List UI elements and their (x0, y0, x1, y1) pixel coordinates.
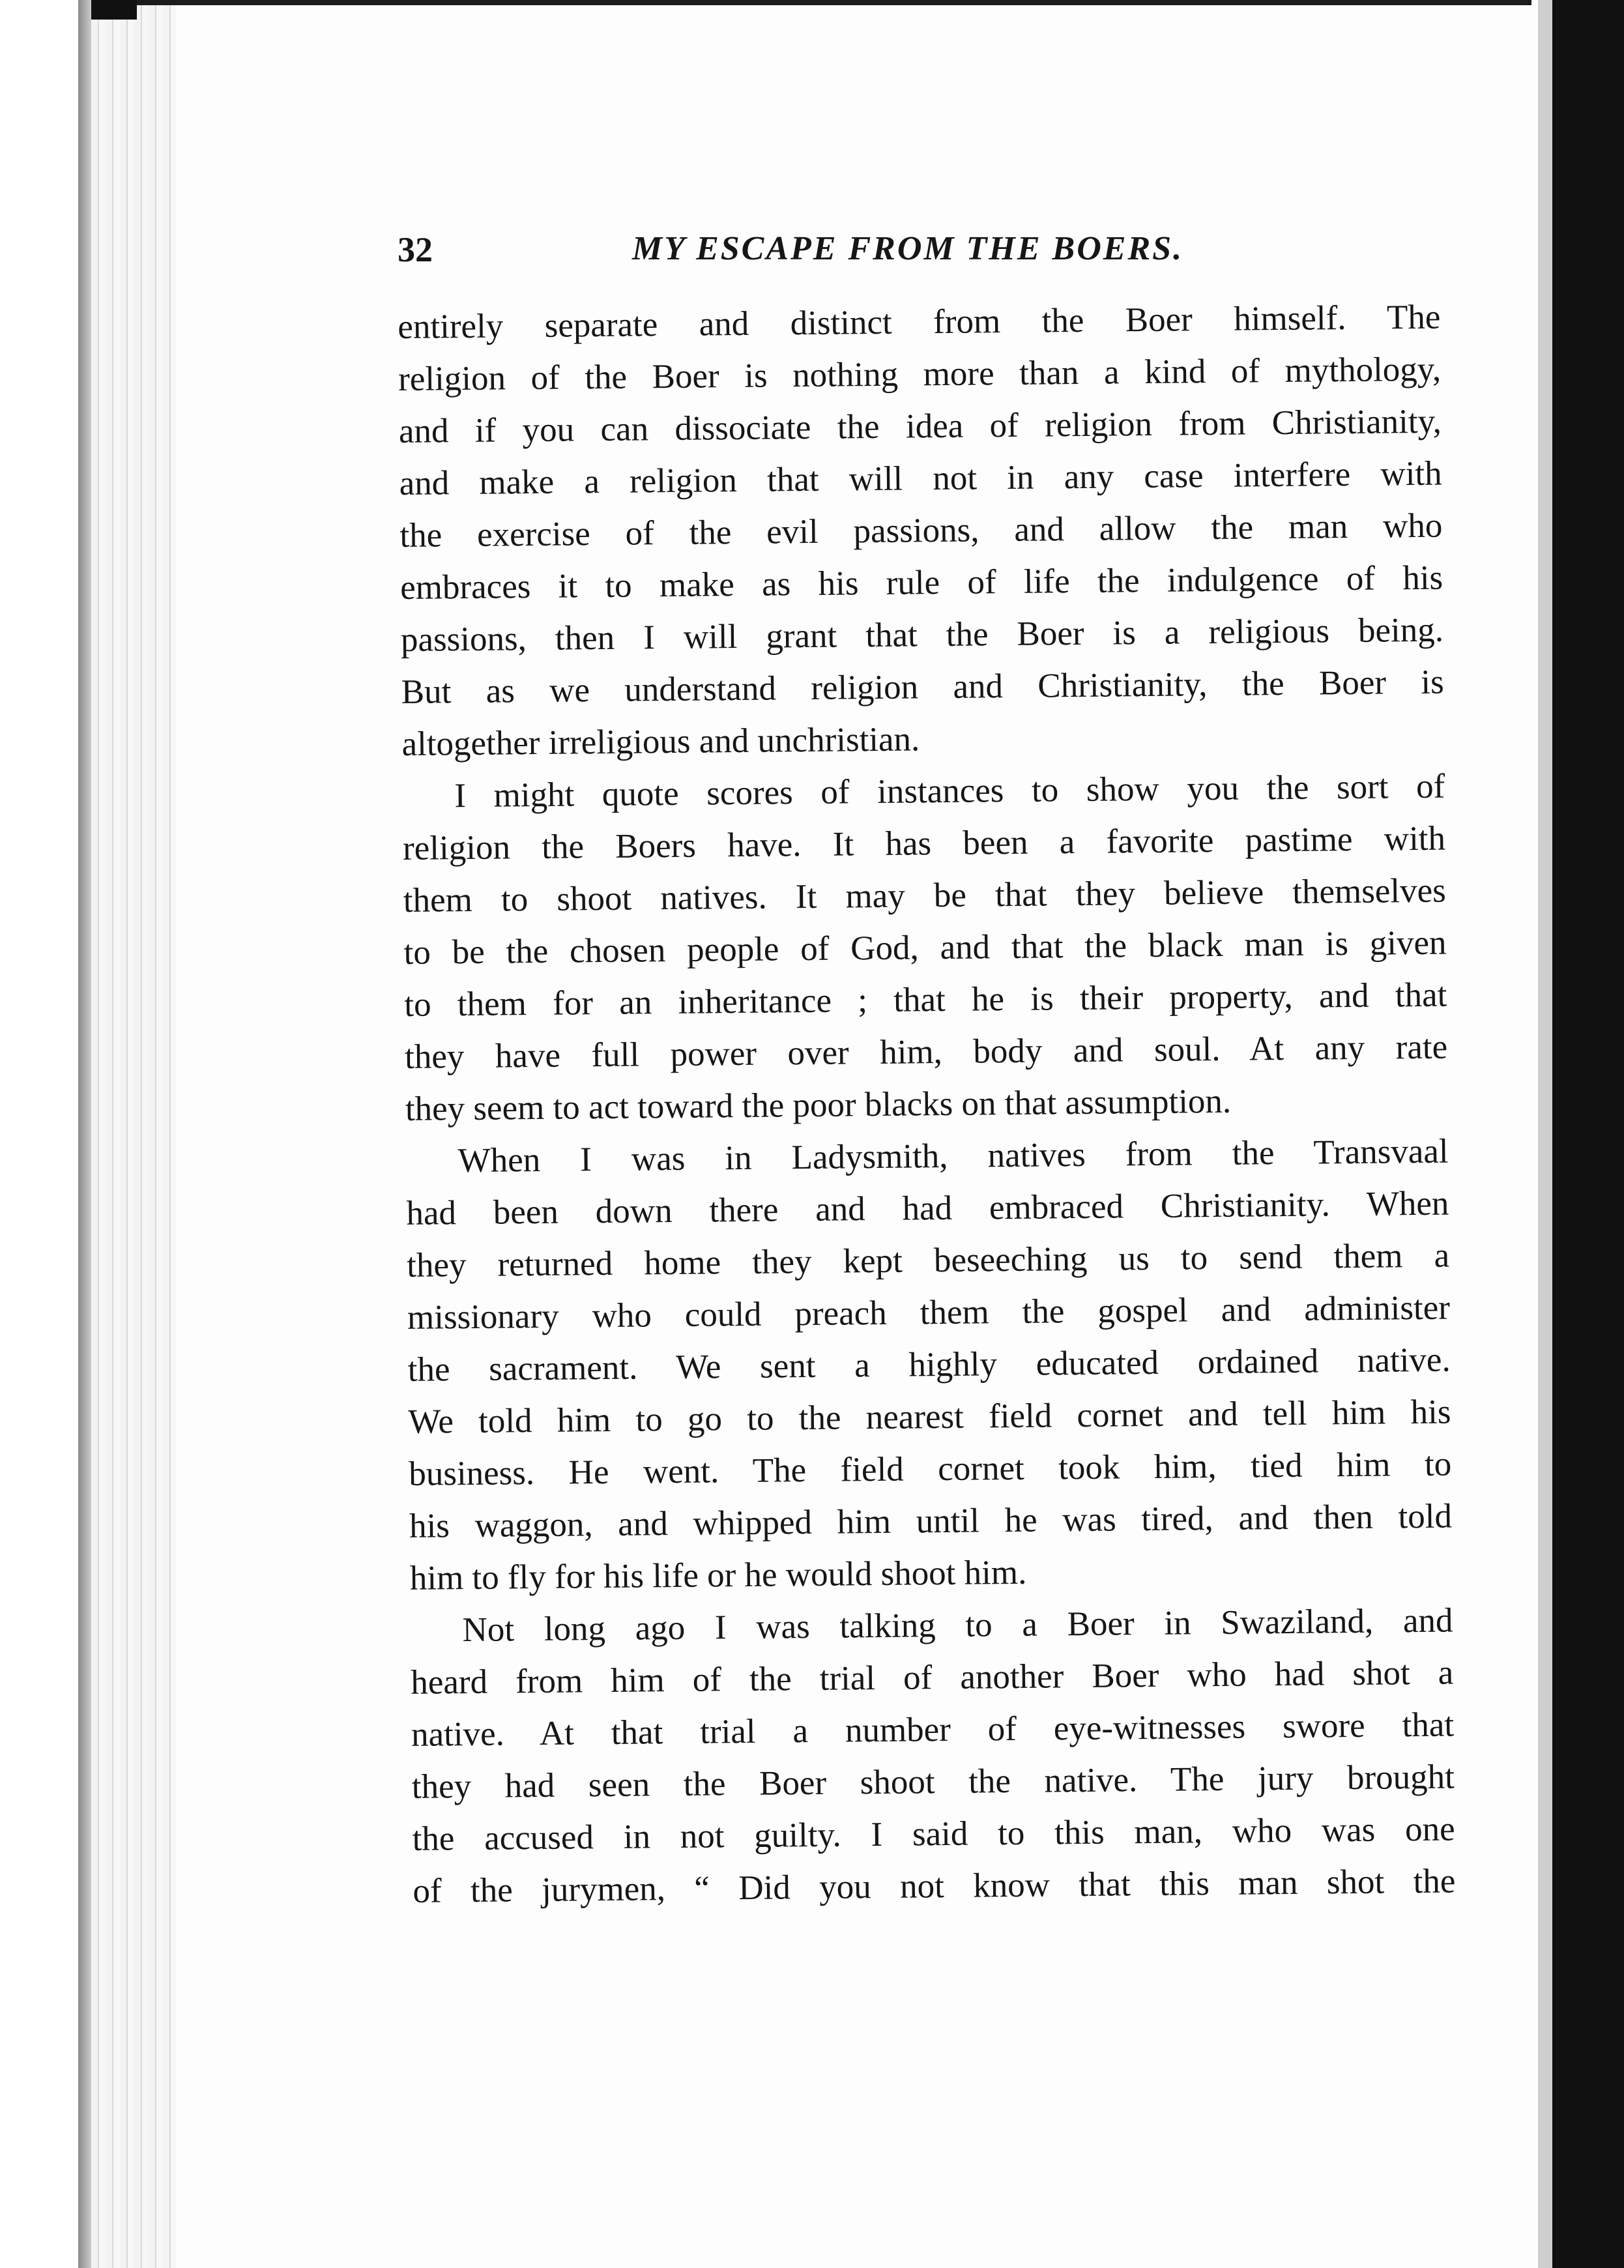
corner-scan-mark (91, 0, 137, 20)
text-line: the accused in not guilty. I said to this man, who was one (412, 1810, 1455, 1858)
right-page-edge (1538, 0, 1552, 2268)
text-line: they seem to act toward the poor blacks on that assumption. (405, 1082, 1232, 1128)
paragraph-first-line: Not long ago I was talking to a Boer in Swaziland, and (462, 1601, 1453, 1650)
text-line: his waggon, and whipped him until he was tired, and then told (409, 1497, 1453, 1545)
page-stack-edges (91, 0, 176, 2268)
text-line: they returned home they kept beseeching us to send them a (406, 1236, 1450, 1285)
body-text (398, 291, 1456, 1917)
text-line: missionary who could preach them the gospel and administer (407, 1288, 1451, 1337)
text-line: of the jurymen, “ Did you not know that this man shot the (413, 1862, 1456, 1910)
text-line: and make a religion that will not in any case interfere with (399, 454, 1442, 502)
text-line: to be the chosen people of God, and that the black man is given (403, 923, 1447, 972)
text-line: the sacrament. We sent a highly educated ordained native. (407, 1341, 1451, 1389)
running-head (398, 229, 1479, 282)
text-line: him to fly for his life or he would shoot him. (409, 1553, 1027, 1597)
text-line: entirely separate and distinct from the Boer himself. The (398, 298, 1441, 346)
text-line: to them for an inheritance ; that he is their property, and that (404, 976, 1447, 1024)
text-line: the exercise of the evil passions, and allow the man who (399, 506, 1443, 555)
page-number: 32 (398, 230, 433, 269)
paragraph-first-line: When I was in Ladysmith, natives from the Transvaal (457, 1132, 1449, 1180)
paragraph-first-line: I might quote scores of instances to show you the sort of (454, 767, 1445, 815)
text-line: altogether irreligious and unchristian. (401, 720, 920, 763)
text-line: native. At that trial a number of eye-witnesses swore that (411, 1706, 1455, 1754)
text-line: business. He went. The field cornet took him, tied him to (409, 1445, 1452, 1493)
text-line: they have full power over him, body and soul. At any rate (404, 1028, 1448, 1076)
scan-background (1552, 0, 1624, 2268)
text-line: passions, then I will grant that the Boer is a religious being. (400, 611, 1444, 659)
text-line: and if you can dissociate the idea of religion from Christianity, (398, 402, 1442, 450)
top-scan-edge (91, 0, 1531, 5)
text-line: them to shoot natives. It may be that they believe themselves (403, 871, 1447, 920)
text-line: religion the Boers have. It has been a favorite pastime with (402, 819, 1446, 867)
text-line: religion of the Boer is nothing more than a kind of mythology, (398, 350, 1442, 398)
text-line: had been down there and had embraced Christianity. When (406, 1184, 1449, 1232)
running-title: MY ESCAPE FROM THE BOERS. (632, 230, 1184, 267)
text-line: We told him to go to the nearest field cornet and tell him his (408, 1393, 1451, 1441)
text-line: they had seen the Boer shoot the native. The jury brought (411, 1758, 1455, 1806)
text-line: heard from him of the trial of another Boer who had shot a (411, 1653, 1454, 1702)
text-line: But as we understand religion and Christianity, the Boer is (401, 663, 1444, 711)
text-line: embraces it to make as his rule of life the indulgence of his (399, 559, 1443, 607)
